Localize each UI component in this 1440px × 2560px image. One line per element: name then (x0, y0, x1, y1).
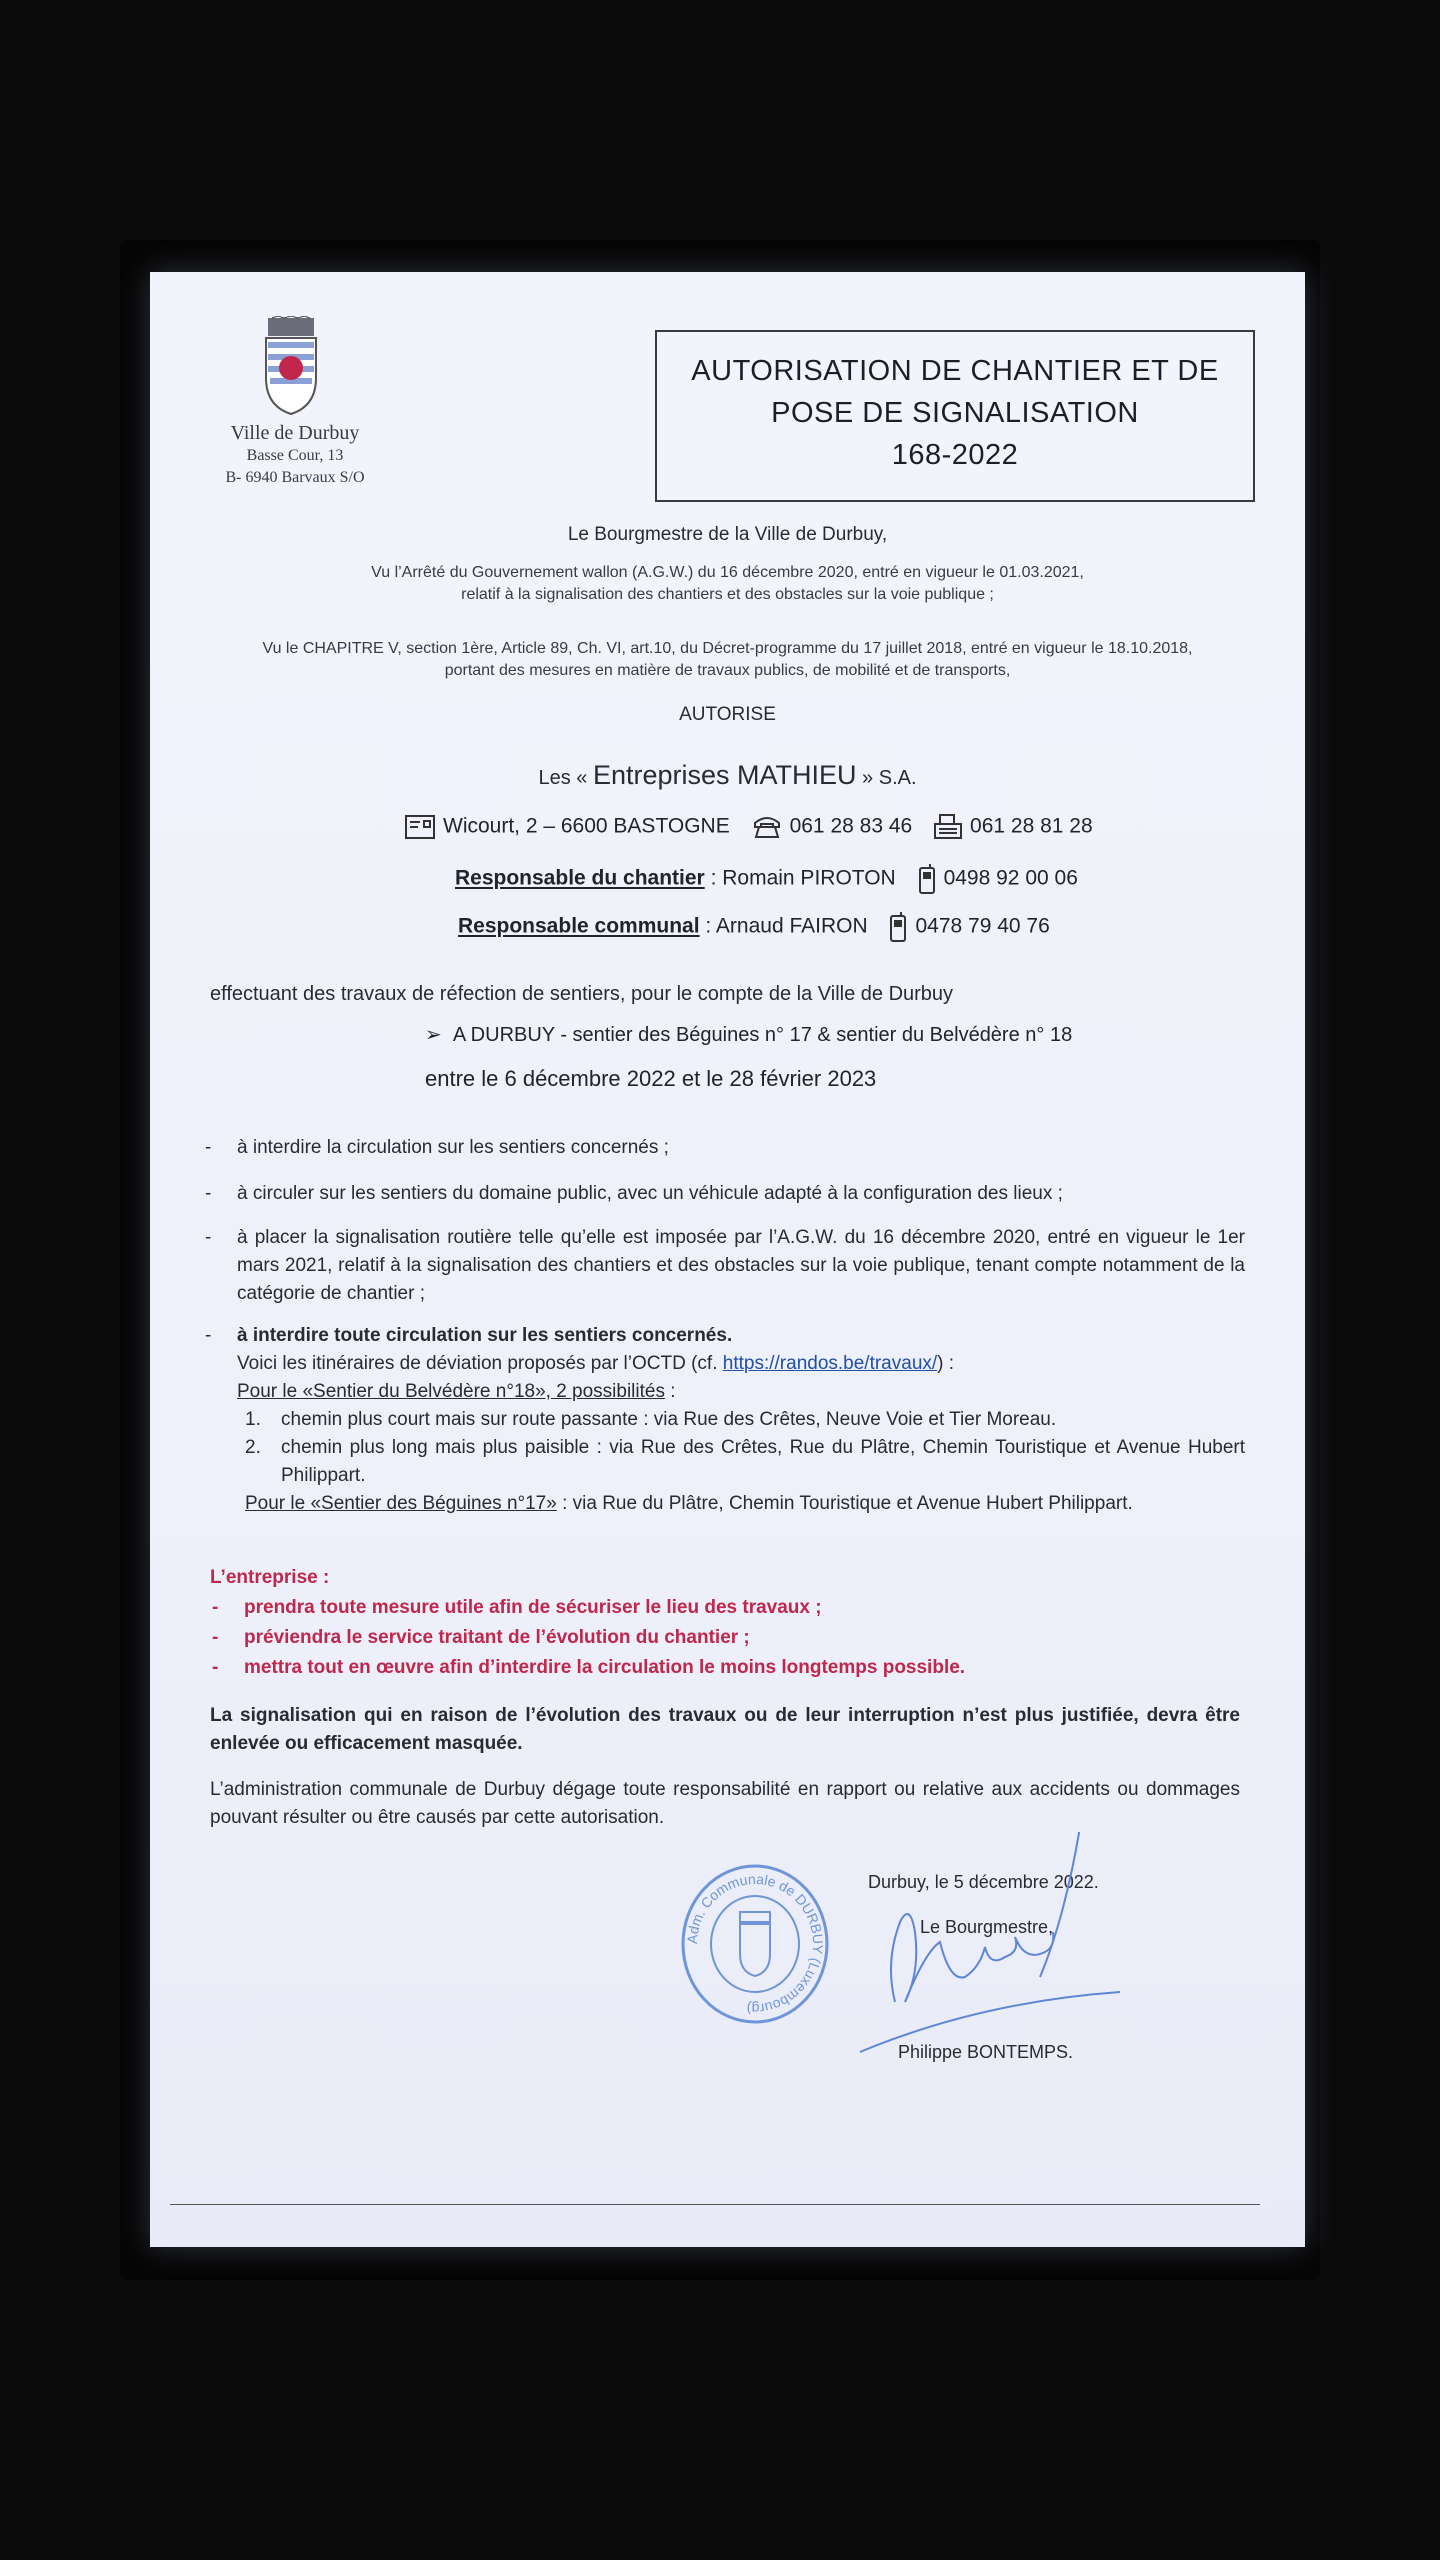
company-prefix: Les « (538, 767, 593, 789)
entreprise-heading: L’entreprise : (210, 1567, 330, 1588)
option-number: 2. (245, 1437, 261, 1458)
entreprise-item: - préviendra le service traitant de l’évolution du chantier ; (212, 1624, 1252, 1652)
entreprise-text: prendra toute mesure utile afin de sécuriser le lieu des travaux ; (244, 1597, 822, 1618)
company-line (150, 760, 1305, 791)
belvedere-heading-line (237, 1378, 1245, 1406)
document-title-box (655, 330, 1255, 502)
deviation-intro-line (237, 1350, 1245, 1378)
mobile-phone-icon (918, 864, 936, 894)
company-phone: 061 28 83 46 (789, 814, 913, 838)
handwritten-signature-icon (850, 1832, 1150, 2062)
condition-item: - à interdire la circulation sur les sentiers concernés ; (205, 1134, 1245, 1162)
resp-communal-label: Responsable communal (458, 914, 700, 938)
resp-chantier-line (455, 864, 1078, 894)
resp-communal-name: : Arnaud FAIRON (699, 914, 868, 938)
belvedere-label: Pour le «Sentier du Belvédère n°18», 2 possibilités (237, 1381, 665, 1402)
deviation-intro: Voici les itinéraires de déviation proposés par l’OCTD (cf. (237, 1353, 723, 1374)
works-description: effectuant des travaux de réfection de sentiers, pour le compte de la Ville de Durbuy (210, 983, 954, 1005)
condition-bold-text: à interdire toute circulation sur les sentiers concernés. (237, 1325, 733, 1346)
option-number: 1. (245, 1409, 261, 1430)
mobile-phone-icon (889, 912, 907, 942)
city-crest-icon (262, 316, 320, 416)
randos-link[interactable]: https://randos.be/travaux/ (722, 1353, 938, 1374)
condition-item: - à circuler sur les sentiers du domaine public, avec un véhicule adapté à la configuration des lieux ; (205, 1180, 1245, 1208)
vu2-line2: portant des mesures en matière de travaux publics, de mobilité et de transports, (444, 662, 1011, 679)
entreprise-item: - prendra toute mesure utile afin de sécuriser le lieu des travaux ; (212, 1594, 1252, 1622)
mail-icon (405, 815, 435, 839)
condition-item: - à placer la signalisation routière telle qu’elle est imposée par l’A.G.W. du 16 décembre 2020, entré en vigueur le 1er mars 2021, relatif à la signalisation des chantiers et des obstacles sur la voie publique, tenant compte notamment de la catégorie de chantier ; (205, 1224, 1245, 1308)
phone-icon (752, 815, 782, 839)
beguines-line (245, 1490, 1245, 1518)
entreprise-text: préviendra le service traitant de l’évolution du chantier ; (244, 1627, 750, 1648)
fax-icon (934, 814, 962, 840)
city-address-line2: B- 6940 Barvaux S/O (225, 469, 365, 486)
resp-chantier-phone: 0498 92 00 06 (943, 866, 1078, 890)
vu1-line1: Vu l’Arrêté du Gouvernement wallon (A.G.W.) du 16 décembre 2020, entré en vigueur le 01.03.2021, (371, 564, 1084, 581)
title-line2: POSE DE SIGNALISATION (771, 397, 1139, 429)
vu1-line2: relatif à la signalisation des chantiers et des obstacles sur la voie publique ; (461, 586, 994, 603)
resp-communal-line (458, 912, 1050, 942)
company-name: Entreprises MATHIEU (592, 760, 857, 790)
belvedere-colon: : (664, 1381, 676, 1402)
city-block (210, 422, 380, 489)
stamp-text: Adm. Communale de DURBUY (Luxembourg) (683, 1870, 827, 2018)
deviation-intro-end: ) : (937, 1353, 955, 1374)
route-option-2 (245, 1434, 1245, 1490)
svg-text:Adm. Communale de DURBUY (Luxe (684, 1871, 826, 2017)
option-text: chemin plus long mais plus paisible : via Rue des Crêtes, Rue du Plâtre, Chemin Touristique et Avenue Hubert Philippart. (281, 1437, 1245, 1486)
intro-text: Le Bourgmestre de la Ville de Durbuy, (567, 524, 888, 545)
company-contact-line (405, 814, 1093, 840)
resp-communal-phone: 0478 79 40 76 (915, 914, 1050, 938)
vu2-line1: Vu le CHAPITRE V, section 1ère, Article 89, Ch. VI, art.10, du Décret-programme du 17 juillet 2018, entré en vigueur le 18.10.2018, (262, 640, 1193, 657)
beguines-text: : via Rue du Plâtre, Chemin Touristique et Avenue Hubert Philippart. (556, 1493, 1133, 1514)
signatory-name: Philippe BONTEMPS. (898, 2042, 1074, 2062)
footer-divider (170, 2204, 1260, 2205)
city-name: Ville de Durbuy (230, 422, 360, 444)
city-address-line1: Basse Cour, 13 (246, 447, 344, 464)
company-address: Wicourt, 2 – 6600 BASTOGNE (443, 814, 730, 838)
title-line3: 168-2022 (891, 439, 1019, 471)
title-line1: AUTORISATION DE CHANTIER ET DE (691, 355, 1219, 387)
autorise-heading: AUTORISE (679, 704, 776, 725)
option-text: chemin plus court mais sur route passante : via Rue des Crêtes, Neuve Voie et Tier Moreau. (281, 1409, 1057, 1430)
signature-role: Le Bourgmestre, (920, 1917, 1054, 1937)
works-location: A DURBUY - sentier des Béguines n° 17 & sentier du Belvédère n° 18 (452, 1024, 1073, 1046)
signalisation-notice: La signalisation qui en raison de l’évolution des travaux ou de leur interruption n’est plus justifiée, devra être enlevée ou efficacement masquée. (210, 1705, 1240, 1754)
entreprise-item: - mettra tout en œuvre afin d’interdire la circulation le moins longtemps possible. (212, 1654, 1252, 1682)
document-sheet (150, 272, 1305, 2247)
company-suffix: » S.A. (856, 767, 917, 789)
works-location-line (425, 1022, 1072, 1047)
condition-text: à placer la signalisation routière telle qu’elle est imposée par l’A.G.W. du 16 décembre 2020, entré en vigueur le 1er mars 2021, relatif à la signalisation des chantiers et des obstacles sur la voie publique, tenant compte notamment de la catégorie de chantier ; (237, 1227, 1245, 1304)
official-stamp-icon (680, 1862, 830, 2027)
company-fax: 061 28 81 28 (970, 814, 1093, 838)
beguines-label: Pour le «Sentier des Béguines n°17» (245, 1493, 557, 1514)
disclaimer-text: L’administration communale de Durbuy dégage toute responsabilité en rapport ou relative aux accidents ou dommages pouvant résulter ou être causés par cette autorisation. (210, 1779, 1240, 1828)
arrow-bullet-icon: ➢ (425, 1024, 442, 1046)
resp-chantier-name: : Romain PIROTON (704, 866, 896, 890)
condition-text: à interdire la circulation sur les sentiers concernés ; (237, 1137, 669, 1158)
condition-item: - à interdire toute circulation sur les sentiers concernés. Voici les itinéraires de déviation proposés par l’OCTD (cf. https://randos.be/travaux/) : Pour le «Sentier du Belvédère n°18», 2 possibilités : 1. chemin plus court mais sur route passante : via Rue des Crêtes, Neuve Voie et Tier Moreau. 2. chemin plus long mais plus paisible : via Rue des Crêtes, Rue du Plâtre, Chemin Touristique et Avenue Hubert Philippart. Pour le «Sentier des Béguines n°17» : via Rue du Plâtre, Chemin Touristique et Avenue Hubert Philippart. (205, 1322, 1245, 1518)
works-period: entre le 6 décembre 2022 et le 28 février 2023 (425, 1066, 877, 1091)
entreprise-text: mettra tout en œuvre afin d’interdire la circulation le moins longtemps possible. (244, 1657, 966, 1678)
condition-text: à circuler sur les sentiers du domaine public, avec un véhicule adapté à la configuration des lieux ; (237, 1183, 1063, 1204)
signature-date: Durbuy, le 5 décembre 2022. (868, 1872, 1099, 1892)
resp-chantier-label: Responsable du chantier (455, 866, 705, 890)
route-option-1 (245, 1406, 1245, 1434)
